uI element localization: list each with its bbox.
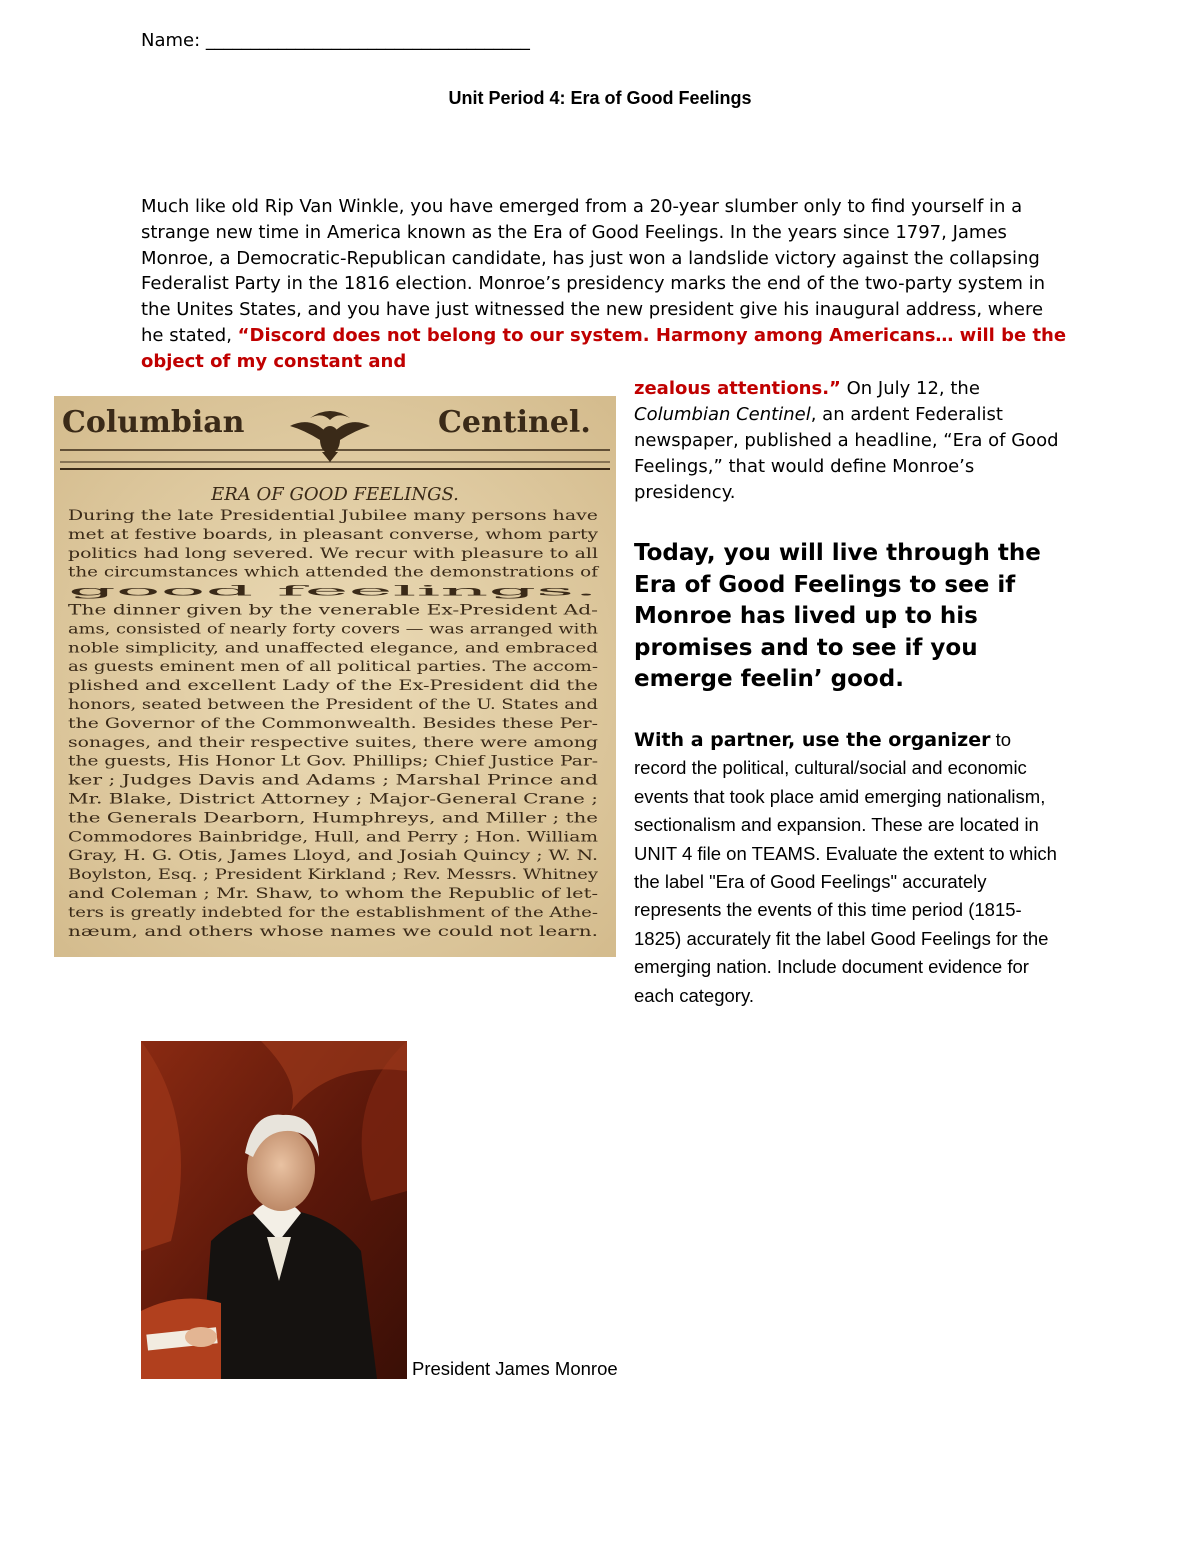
newspaper-line: honors, seated between the President of the U. States and xyxy=(68,697,599,713)
newspaper-line: as guests eminent men of all political parties. The accom- xyxy=(68,659,598,676)
instructions-text: to record the political, cultural/social and economic events that took place amid emerging nationalism, sectionalism and expansion. These are located in UNIT 4 file on TEAMS. Evaluate the extent to which the label "Era of Good Feelings" accurately represents the events of this time period (1815-1825) accurately fit the label Good Feelings for the emerging nation. Include document evidence for each category. xyxy=(634,729,1057,1006)
intro-text: Much like old Rip Van Winkle, you have emerged from a 20-year slumber only to find yourself in a strange new time in America known as the Era of Good Feelings. In the years since 1797, James Monroe, a Democratic-Republican candidate, has just won a landslide victory against the collapsing Federalist Party in the 1816 election. Monroe’s presidency marks the end of the two-party system in the Unites States, and you have just witnessed the new president give his inaugural address, where he stated, xyxy=(141,196,1046,346)
newspaper-line: plished and excellent Lady of the Ex-President did the xyxy=(68,678,599,695)
newspaper-line: The dinner given by the venerable Ex-President Ad- xyxy=(68,602,598,619)
newspaper-line: sonages, and their respective suites, there were among xyxy=(68,734,599,751)
newspaper-line: ker ; Judges Davis and Adams ; Marshal Prince and xyxy=(68,772,599,789)
newspaper-line: During the late Presidential Jubilee many persons have xyxy=(68,508,599,524)
intro-paragraph xyxy=(141,194,1071,375)
monroe-quote: “Discord does not belong to our system. Harmony among Americans… will be the object of my constant and xyxy=(141,324,1067,372)
newspaper-line: politics had long severed. We recur with pleasure to all xyxy=(68,545,598,562)
newspaper-name: Columbian Centinel xyxy=(634,404,811,425)
name-field-label: Name: ____________________________________ xyxy=(141,30,530,51)
newspaper-headline: ERA OF GOOD FEELINGS. xyxy=(211,484,459,505)
newspaper-line: Commodores Bainbridge, Hull, and Perry ; Hon. William xyxy=(68,829,599,846)
centinel-text-2: , an ardent Federalist newspaper, published a headline, “Era of Good Feelings,” that would define Monroe’s presidency. xyxy=(634,404,1059,503)
monroe-portrait-svg xyxy=(141,1041,407,1379)
newspaper-article-body xyxy=(68,508,599,940)
newspaper-line: Mr. Blake, District Attorney ; Major-General Crane ; xyxy=(68,791,598,808)
newspaper-line: ams, consisted of nearly forty covers — was arranged with xyxy=(68,621,599,638)
newspaper-line: Boylston, Esq. ; President Kirkland ; Rev. Messrs. Whitney xyxy=(68,867,599,884)
callout-text: Today, you will live through the Era of Good Feelings to see if Monroe has lived up to his promises and to see if you emerge feelin’ good. xyxy=(634,540,1041,692)
newspaper-line: good feelings. xyxy=(68,583,598,600)
newspaper-line: the guests, His Honor Lt Gov. Phillips; Chief Justice Par- xyxy=(68,753,598,770)
newspaper-line: the Generals Dearborn, Humphreys, and Miller ; the xyxy=(68,810,599,827)
newspaper-clipping-svg xyxy=(54,396,616,957)
centinel-text-1: On July 12, the xyxy=(840,378,980,399)
newspaper-line: the Governor of the Commonwealth. Besides these Per- xyxy=(68,715,598,732)
monroe-portrait-image xyxy=(141,1041,407,1379)
newspaper-line: næum, and others whose names we could not learn. xyxy=(68,923,598,940)
instructions-lead: With a partner, use the organizer xyxy=(634,729,991,751)
portrait-caption: President James Monroe xyxy=(412,1358,618,1379)
newspaper-clipping-image xyxy=(54,396,616,957)
newspaper-line: met at festive boards, in pleasant converse, whom party xyxy=(68,526,599,543)
instructions-paragraph xyxy=(634,726,1064,1010)
intro-paragraph-continued xyxy=(634,376,1064,506)
page-title: Unit Period 4: Era of Good Feelings xyxy=(448,88,752,108)
newspaper-line: ters is greatly indebted for the establishment of the Athe- xyxy=(68,904,598,921)
newspaper-line: the circumstances which attended the demonstrations of xyxy=(68,564,600,581)
newspaper-line: and Coleman ; Mr. Shaw, to whom the Republic of let- xyxy=(68,886,598,902)
newspaper-line: noble simplicity, and unaffected elegance, and embraced xyxy=(68,640,599,657)
masthead-left: Columbian xyxy=(62,405,245,440)
monroe-quote-end: zealous attentions.” xyxy=(634,378,841,399)
newspaper-line: Gray, H. G. Otis, James Lloyd, and Josiah Quincy ; W. N. xyxy=(68,848,598,865)
masthead-right: Centinel. xyxy=(438,405,591,440)
